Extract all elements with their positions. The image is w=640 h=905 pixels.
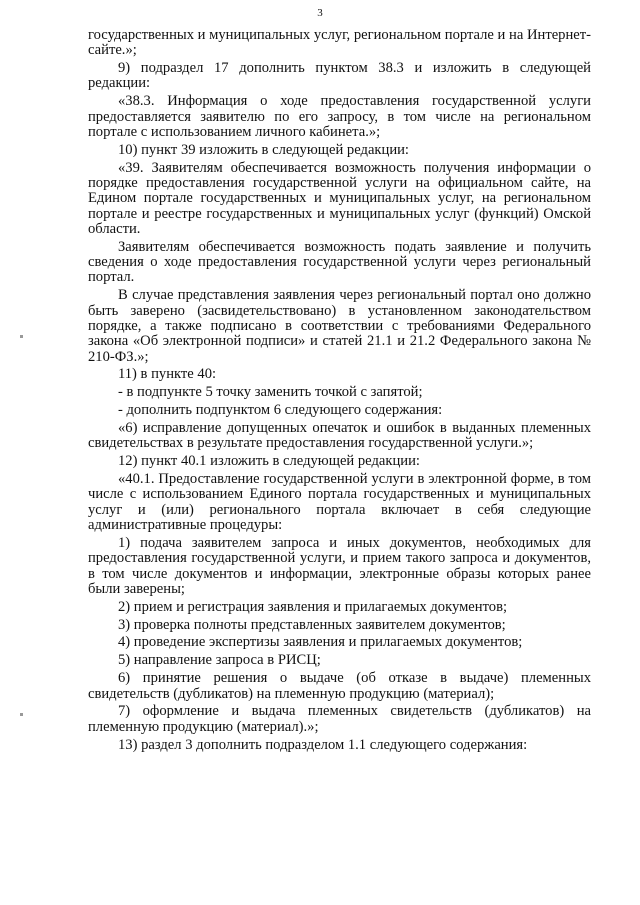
paragraph: 10) пункт 39 изложить в следующей редакции: <box>118 141 409 158</box>
paragraph: 3) проверка полноты представленных заявителем документов; <box>118 616 506 633</box>
paragraph: 5) направление запроса в РИСЦ; <box>118 652 321 669</box>
paragraph: - в подпункте 5 точку заменить точкой с запятой; <box>118 384 423 401</box>
paragraph: 13) раздел 3 дополнить подразделом 1.1 следующего содержания: <box>118 736 528 753</box>
paragraph: 11) в пункте 40: <box>118 366 217 383</box>
paragraph: «40.1. Предоставление государственной услуги в электронной форме, в том числе с использованием Единого портала государственных и муниципальных услуг и (или) регионального портала включает в себя следующие административные процедуры: <box>88 471 591 534</box>
paragraph: 7) оформление и выдача племенных свидетельств (дубликатов) на племенную продукцию (материал).»; <box>88 703 591 735</box>
scan-margin-mark <box>20 713 23 716</box>
paragraph: В случае представления заявления через региональный портал оно должно быть заверено (засвидетельствовано) в установленном законодательством порядке, а также подписано в соответствии с требованиями Федерального закона «Об электронной подписи» и статей 21.1 и 21.2 Федерального закона № 210-ФЗ.»; <box>88 287 591 365</box>
paragraph: 9) подраздел 17 дополнить пунктом 38.3 и изложить в следующей редакции: <box>88 60 591 92</box>
paragraph: государственных и муниципальных услуг, региональном портале и на Интернет-сайте.»; <box>88 27 591 59</box>
paragraph: «6) исправление допущенных опечаток и ошибок в выданных племенных свидетельствах в результате предоставления государственной услуги.»; <box>88 420 591 452</box>
document-body <box>88 28 591 756</box>
paragraph: «38.3. Информация о ходе предоставления государственной услуги предоставляется заявителю по его запросу, в том числе на региональном портале с использованием личного кабинета.»; <box>88 93 591 140</box>
paragraph: 1) подача заявителем запроса и иных документов, необходимых для предоставления государственной услуги, и прием такого запроса и документов, в том числе документов и информации, электронные образы которых ранее были заверены; <box>88 534 591 597</box>
paragraph: 4) проведение экспертизы заявления и прилагаемых документов; <box>118 634 523 651</box>
paragraph: «39. Заявителям обеспечивается возможность получения информации о порядке предоставления государственной услуги на официальном сайте, на Едином портале государственных и муниципальных услуг, на региональном портале и реестре государственных и муниципальных услуг (функций) Омской области. <box>88 159 591 237</box>
paragraph: 6) принятие решения о выдаче (об отказе в выдаче) племенных свидетельств (дубликатов) на племенную продукцию (материал); <box>88 670 591 702</box>
scan-margin-mark <box>20 335 23 338</box>
paragraph: Заявителям обеспечивается возможность подать заявление и получить сведения о ходе предоставления государственной услуги через региональный портал. <box>88 238 591 286</box>
page-number: 3 <box>317 7 323 19</box>
paragraph: 2) прием и регистрация заявления и прилагаемых документов; <box>118 598 508 615</box>
paragraph: - дополнить подпунктом 6 следующего содержания: <box>118 402 443 419</box>
paragraph: 12) пункт 40.1 изложить в следующей редакции: <box>118 453 420 470</box>
